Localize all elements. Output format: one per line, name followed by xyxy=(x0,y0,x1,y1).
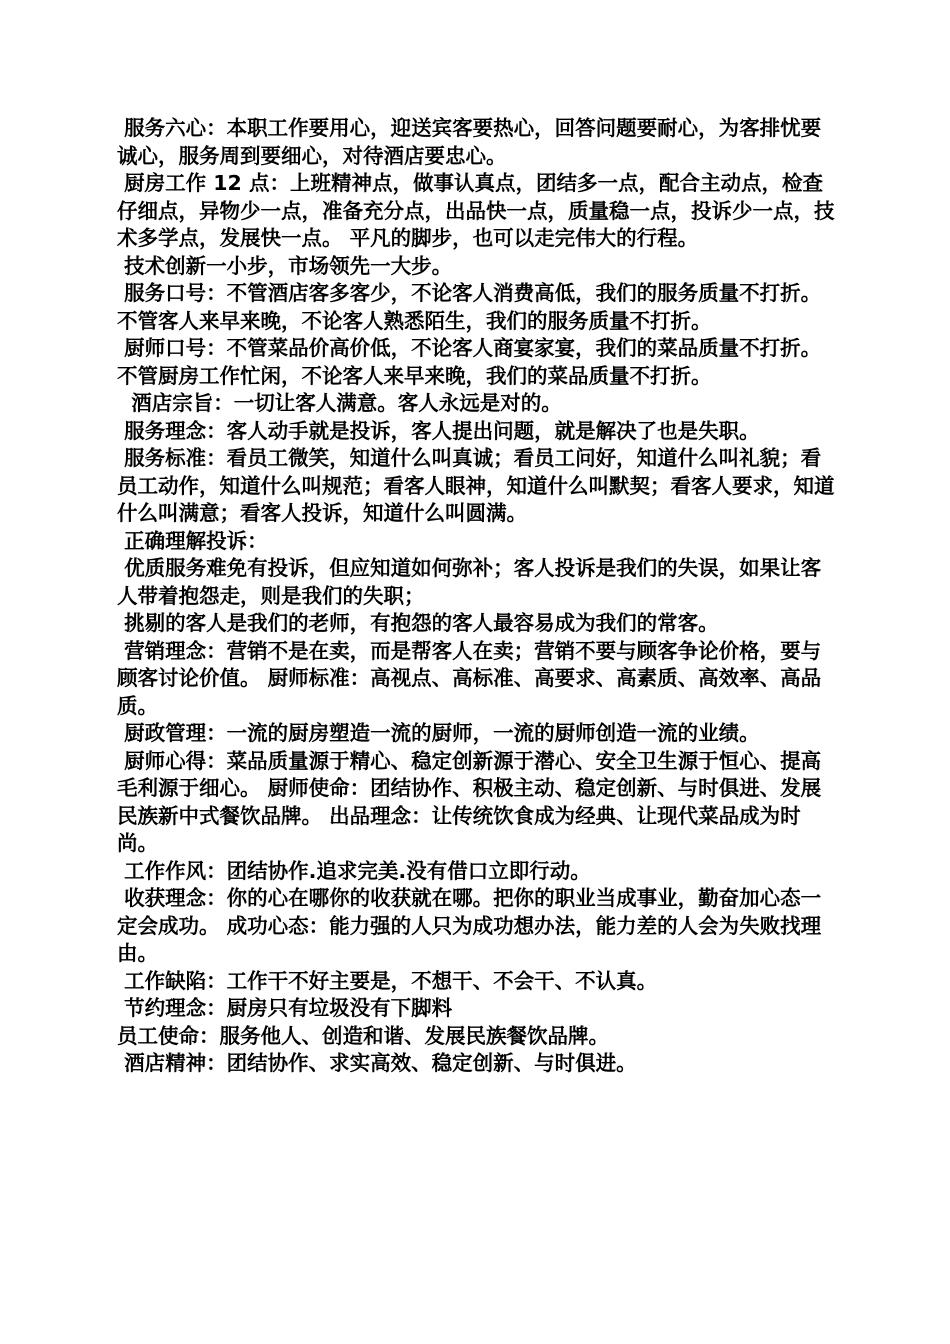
paragraph-service-philosophy: 服务理念：客人动手就是投诉，客人提出问题，就是解决了也是失职。 xyxy=(117,418,760,443)
paragraph-harvest-philosophy: 收获理念：你的心在哪你的收获就在哪。把你的职业当成事业，勤奋加心态一定会成功。 成功心态：能力强的人只为成功想办法，能力差的人会为失败找理由。 xyxy=(117,886,822,965)
document-body xyxy=(117,115,837,1078)
paragraph-chef-insights: 厨师心得：菜品质量源于精心、稳定创新源于潜心、安全卫生源于恒心、提高毛利源于细心。 厨师使命：团结协作、积极主动、稳定创新、与时俱进、发展民族新中式餐饮品牌。 出品理念：让传统饮食成为经典、让现代菜品成为时尚。 xyxy=(117,748,822,855)
paragraph-service-standard: 服务标准：看员工微笑，知道什么叫真诚；看员工问好，知道什么叫礼貌；看员工动作，知道什么叫规范；看客人眼神，知道什么叫默契；看客人要求，知道什么叫满意；看客人投诉，知道什么叫圆满。 xyxy=(117,446,835,525)
paragraph-work-defects: 工作缺陷：工作干不好主要是，不想干、不会干、不认真。 xyxy=(117,968,658,993)
paragraph-work-style: 工作作风：团结协作.追求完美.没有借口立即行动。 xyxy=(117,858,591,883)
paragraph-service-six-hearts: 服务六心：本职工作要用心，迎送宾客要热心，回答问题要耐心，为客排忧要诚心，服务周到要细心，对待酒店要忠心。 xyxy=(117,116,822,168)
paragraph-hotel-tenet: 酒店宗旨：一切让客人满意。客人永远是对的。 xyxy=(117,391,562,415)
paragraph-staff-mission: 员工使命：服务他人、创造和谐、发展民族餐饮品牌。 xyxy=(117,1023,609,1048)
paragraph-kitchen-management: 厨政管理：一流的厨房塑造一流的厨师，一流的厨师创造一流的业绩。 xyxy=(117,721,760,745)
paragraph-picky-guests: 挑剔的客人是我们的老师，有抱怨的客人最容易成为我们的常客。 xyxy=(117,611,719,635)
paragraph-tech-innovation: 技术创新一小步，市场领先一大步。 xyxy=(117,253,453,278)
paragraph-hotel-spirit: 酒店精神：团结协作、求实高效、稳定创新、与时俱进。 xyxy=(117,1051,637,1075)
paragraph-marketing-philosophy: 营销理念：营销不是在卖，而是帮客人在卖；营销不要与顾客争论价格，要与顾客讨论价值。 厨师标准：高视点、高标准、高要求、高素质、高效率、高品质。 xyxy=(117,638,822,718)
paragraph-service-slogan: 服务口号：不管酒店客多客少，不论客人消费高低，我们的服务质量不打折。不管客人来早来晚，不论客人熟悉陌生，我们的服务质量不打折。 xyxy=(117,281,822,333)
paragraph-saving-philosophy: 节约理念：厨房只有垃圾没有下脚料 xyxy=(117,996,453,1020)
paragraph-complaint-heading: 正确理解投诉： xyxy=(117,528,268,553)
paragraph-quality-service: 优质服务难免有投诉，但应知道如何弥补；客人投诉是我们的失误，如果让客人带着抱怨走，则是我们的失职； xyxy=(117,556,822,608)
paragraph-chef-slogan: 厨师口号：不管菜品价高价低，不论客人商宴家宴，我们的菜品质量不打折。不管厨房工作忙闲，不论客人来早来晚，我们的菜品质量不打折。 xyxy=(117,336,822,388)
paragraph-kitchen-12-points: 厨房工作 12 点：上班精神点，做事认真点，团结多一点，配合主动点，检查仔细点，异物少一点，准备充分点，出品快一点，质量稳一点，投诉少一点，技术多学点，发展快一点。 平凡的脚步，也可以走完伟大的行程。 xyxy=(117,171,835,250)
